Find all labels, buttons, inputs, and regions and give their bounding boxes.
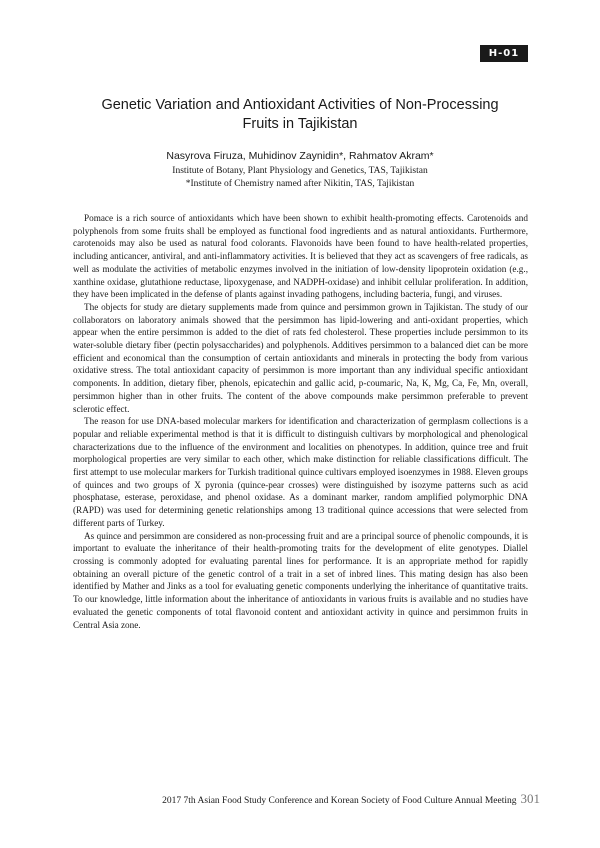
page-footer	[60, 792, 540, 808]
paragraph-1: Pomace is a rich source of antioxidants which have been shown to exhibit health-promoting effects. Carotenoids and polyphenols from some fruits shall be employed as functional food ingredients and as natural antioxidants. Furthermore, carotenoids may also be used as natural food colorants. Flavonoids have been found to have health-related properties, including anticancer, antiviral, and anti-inflammatory activities. It is believed that they act as scavengers of free radicals, as well as modulate the activities of metabolic enzymes involved in the initiation of low-density lipoprotein oxidation (e.g., xanthine oxidase, glutathione reductase, lipoxygenase, and NADPH-oxidase) and inhibit cellular proliferation. In addition, they have been implicated in the defense of plants against invading pathogens, including bacteria, fungi, and viruses.	[73, 213, 528, 300]
paper-title	[60, 96, 540, 134]
page-number: 301	[520, 791, 540, 806]
paper-title-line-2: Fruits in Tajikistan	[242, 116, 358, 132]
abstract-body	[73, 212, 528, 631]
paragraph-4: As quince and persimmon are considered as non-processing fruit and are a principal source of phenolic compounds, it is important to evaluate the inheritance of their health-promoting traits for the development of elite genotypes. Diallel crossing is commonly adopted for evaluating parental lines for performance. It is an appropriate method for rapidly obtaining an overall picture of the genetic control of a trait in a set of inbred lines. This mating design has also been identified by Mather and Jinks as a tool for evaluating genetic components underlying the inheritance of quantitative traits. To our knowledge, little information about the inheritance of antioxidants in various fruits is available and no studies have evaluated the genetic components of total flavonoid content and antioxidant activity in quince and persimmon fruits in Central Asia zone.	[73, 530, 528, 630]
paragraph-2: The objects for study are dietary supplements made from quince and persimmon grown in Tajikistan. The study of our collaborators on laboratory animals showed that the persimmon has lipid-lowering and anti-oxidant properties, which appear when the entire persimmon is added to the diet of rats fed cholesterol. These properties include persimmon to its water-soluble dietary fiber (pectin polysaccharides) and polyphenols. Additives persimmon to a balanced diet can be more efficient and economical than the consumption of certain antioxidants and minerals in protecting the body from various oxidative stress. The total antioxidant capacity of persimmon is more important than any individual specific antioxidant components. In addition, dietary fiber, phenols, epicatechin and gallic acid, p-coumaric, Na, K, Mg, Ca, Fe, Mn, overall, persimmon higher than in other fruits. The content of the above compounds make persimmon preferable to prevent sclerotic effect.	[73, 301, 528, 414]
paper-title-line-1: Genetic Variation and Antioxidant Activities of Non-Processing	[101, 97, 499, 113]
session-code-badge: H-01	[480, 45, 528, 62]
affiliation-2: *Institute of Chemistry named after Nikitin, TAS, Tajikistan	[185, 179, 415, 189]
affiliation-1: Institute of Botany, Plant Physiology and Genetics, TAS, Tajikistan	[172, 166, 428, 176]
author-list: Nasyrova Firuza, Muhidinov Zaynidin*, Rahmatov Akram*	[166, 150, 434, 162]
paragraph-3: The reason for use DNA-based molecular markers for identification and characterization of germplasm collections is a popular and reliable experimental method is that it is difficult to distinguish cultivars by morphological and phenological characterizations due to the influence of the environment and localities on phenotypes. In addition, quince tree and fruit morphological properties are very similar to each other, which make distinction for reliable classifications difficult. The first attempt to use molecular markers for Turkish traditional quince cultivars employed isoenzymes in 1988. Eleven groups of quinces and two groups of X pyronia (quince-pear crosses) were distinguished by isozyme patterns such as acid phosphatase, esterase, peroxidase, and phenol oxidase. As a dominant marker, random amplified polymorphic DNA (RAPD) was used for determining genetic relationships among 13 traditional quince accessions that were selected from different parts of Turkey.	[73, 416, 528, 528]
conference-name: 2017 7th Asian Food Study Conference and Korean Society of Food Culture Annual Meeting	[162, 796, 517, 806]
